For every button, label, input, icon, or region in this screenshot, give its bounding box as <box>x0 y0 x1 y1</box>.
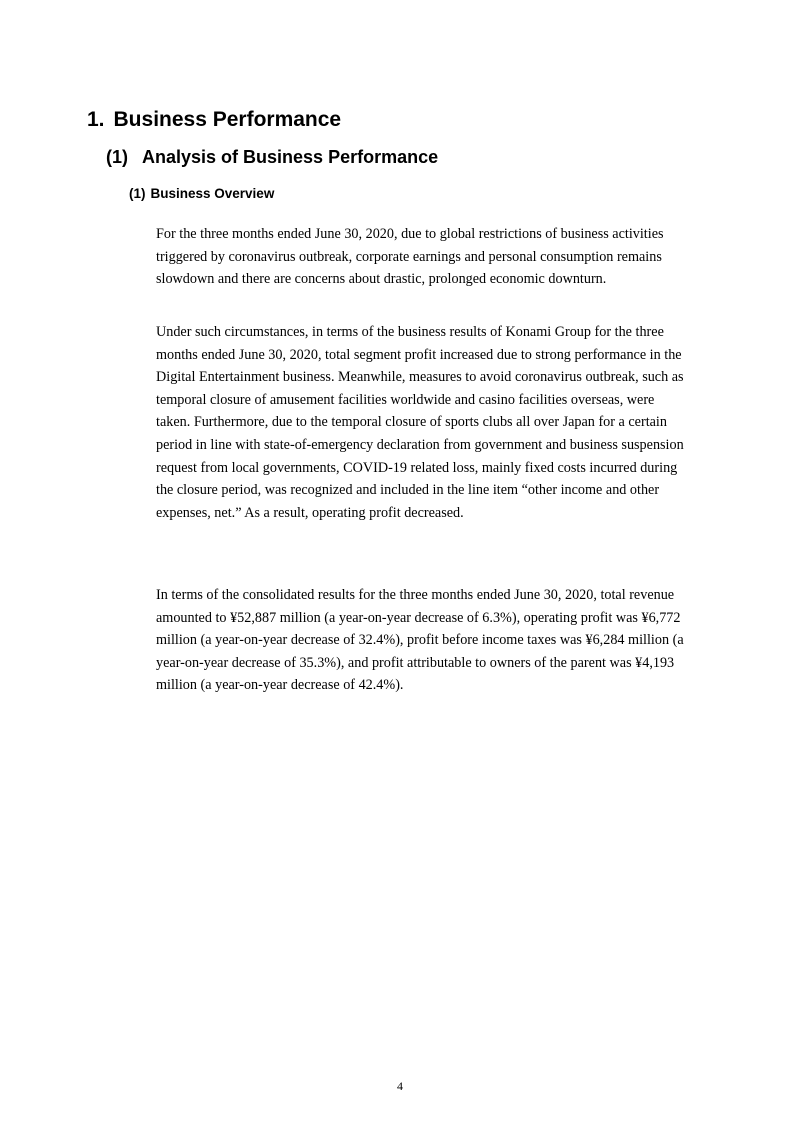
paragraph-consolidated-results: In terms of the consolidated results for the three months ended June 30, 2020, total revenue amounted to ¥52,887 million (a year-on-year decrease of 6.3%), operating profit was ¥6,772 million (a year-on-year decrease of 32.4%), profit before income taxes was ¥6,284 million (a year-on-year decrease of 35.3%), and profit attributable to owners of the parent was ¥4,193 million (a year-on-year decrease of 42.4%). <box>156 587 684 694</box>
page-number: 4 <box>397 1079 403 1093</box>
section-heading <box>87 106 341 134</box>
section-title: Business Performance <box>113 108 342 131</box>
subsection-heading <box>106 145 438 169</box>
subsubsection-number: (1) <box>129 186 146 201</box>
section-number: 1. <box>87 108 105 131</box>
subsection-number: (1) <box>106 147 128 167</box>
subsection-title: Analysis of Business Performance <box>142 147 439 167</box>
paragraph-business-circumstances: Under such circumstances, in terms of the business results of Konami Group for the three months ended June 30, 2020, total segment profit increased due to strong performance in the Digital Entertainment business. Meanwhile, measures to avoid coronavirus outbreak, such as temporal closure of amusement facilities worldwide and casino facilities overseas, were taken. Furthermore, due to the temporal closure of sports clubs all over Japan for a certain period in line with state-of-emergency declaration from government and business suspension request from local governments, COVID-19 related loss, mainly fixed costs incurred during the closure period, was recognized and included in the line item “other income and other expenses, net.” As a result, operating profit decreased. <box>156 324 684 521</box>
subsubsection-title: Business Overview <box>150 186 275 201</box>
paragraph-economic-conditions: For the three months ended June 30, 2020, due to global restrictions of business activities triggered by coronavirus outbreak, corporate earnings and personal consumption remains slowdown and there are concerns about drastic, prolonged economic downturn. <box>156 226 664 288</box>
subsubsection-heading <box>129 185 274 203</box>
